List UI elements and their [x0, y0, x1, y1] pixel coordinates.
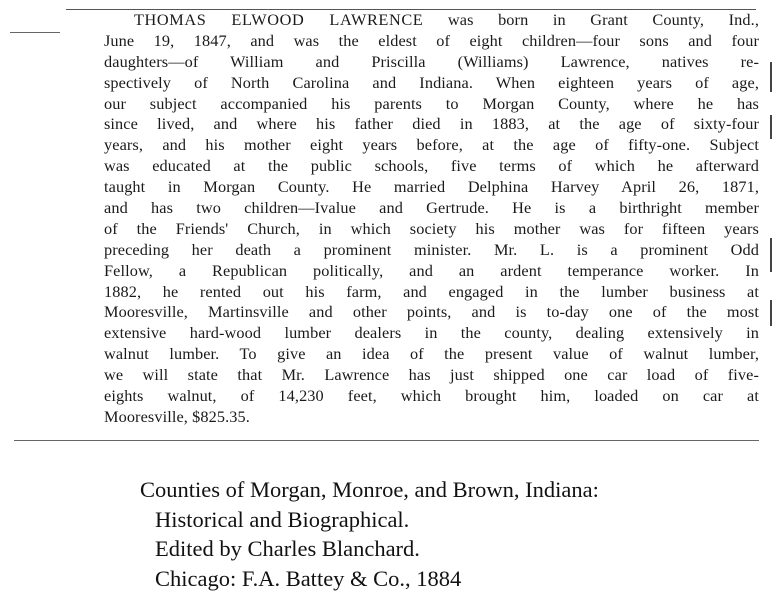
edge-mark-2 [770, 115, 772, 139]
citation-publisher: Chicago: F.A. Battey & Co., 1884 [155, 565, 462, 591]
edge-mark-4 [770, 300, 772, 326]
left-margin-rule [10, 32, 60, 33]
article-line: our subject accompanied his parents to Morgan County, where he has [104, 93, 759, 113]
source-citation [140, 475, 770, 593]
bottom-rule [14, 440, 759, 441]
article-line: daughters—of William and Priscilla (Williams) Lawrence, natives re- [104, 51, 759, 71]
article-line: extensive hard-wood lumber dealers in the county, dealing extensively in [104, 323, 759, 343]
edge-mark-1 [770, 62, 772, 92]
subject-name: THOMAS ELWOOD LAWRENCE [134, 10, 424, 29]
article-line: THOMAS ELWOOD LAWRENCE was born in Grant County, Ind., [134, 10, 759, 29]
article-line: preceding her death a prominent minister. Mr. L. is a prominent Odd [104, 239, 759, 259]
article-line: spectively of North Carolina and Indiana. When eighteen years of age, [104, 72, 759, 92]
article-line: Fellow, a Republican politically, and an ardent temperance worker. In [104, 260, 759, 280]
article-line: Mooresville, $825.35. [104, 406, 250, 426]
article-line: walnut lumber. To give an idea of the present value of walnut lumber, [104, 344, 759, 364]
article-line: eights walnut, of 14,230 feet, which brought him, loaded on car at [104, 386, 759, 406]
article-line: was educated at the public schools, five terms of which he afterward [104, 156, 759, 176]
article-line: since lived, and where his father died in 1883, at the age of sixty-four [104, 114, 759, 134]
article-line: years, and his mother eight years before, at the age of fifty-one. Subject [104, 135, 759, 155]
article-line: Mooresville, Martinsville and other points, and is to-day one of the most [104, 302, 759, 322]
article-line: 1882, he rented out his farm, and engaged in the lumber business at [104, 281, 759, 301]
article-line: of the Friends' Church, in which society his mother was for fifteen years [104, 218, 759, 238]
citation-subtitle: Historical and Biographical. [155, 506, 410, 532]
article-line: June 19, 1847, and was the eldest of eight children—four sons and four [104, 30, 759, 50]
article-line: and has two children—Ivalue and Gertrude. He is a birthright member [104, 198, 759, 218]
citation-editor: Edited by Charles Blanchard. [155, 536, 420, 561]
citation-title: Counties of Morgan, Monroe, and Brown, Indiana: [140, 477, 599, 502]
article-line: taught in Morgan County. He married Delphina Harvey April 26, 1871, [104, 177, 759, 197]
edge-mark-3 [770, 238, 772, 272]
biography-article [104, 10, 759, 428]
article-line: we will state that Mr. Lawrence has just shipped one car load of five- [104, 365, 759, 385]
